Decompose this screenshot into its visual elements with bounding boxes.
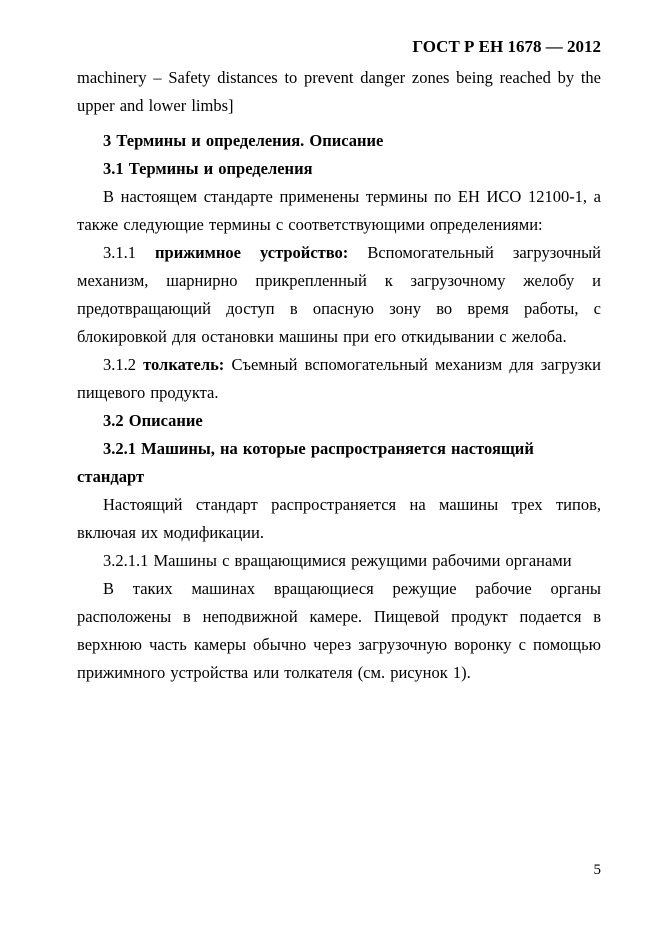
paragraph-term-3-1-2 (77, 351, 601, 407)
text-run: В настоящем стандарте применены термины по ЕН ИСО 12100-1, а также следующие термины с соответствующими определениями: (77, 187, 601, 234)
text-run: 3.2.1.1 Машины с вращающимися режущими рабочими органами (103, 551, 572, 570)
text-run: 3.2.1 Машины, на которые распространяется настоящий стандарт (77, 439, 534, 486)
text-run: Настоящий стандарт распространяется на машины трех типов, включая их модификации. (77, 495, 601, 542)
text-run: Вспомогательный загрузочный механизм, шарнирно прикрепленный к загрузочному желобу и предотвращающий доступ в опасную зону во время работы, с блокировкой для остановки машины при его откидывании с желоба. (77, 243, 601, 346)
text-run: 3.1.1 (103, 243, 156, 262)
paragraph-term-3-1-1 (77, 239, 601, 351)
heading-section-3-2-1 (77, 435, 601, 491)
text-run: 3.1 Термины и определения (103, 159, 313, 178)
paragraph-english-continuation (77, 64, 601, 120)
paragraph-subsection-3-2-1-1 (77, 547, 601, 575)
paragraph-standard-scope (77, 491, 601, 547)
text-run: толкатель: (143, 355, 225, 374)
paragraph-terms-intro (77, 183, 601, 239)
page-number: 5 (593, 862, 601, 878)
document-body (77, 64, 601, 687)
heading-section-3 (77, 127, 601, 155)
text-run: 3 Термины и определения. Описание (103, 131, 384, 150)
text-run: 3.2 Описание (103, 411, 203, 430)
text-run: В таких машинах вращающиеся режущие рабочие органы расположены в неподвижной камере. Пищевой продукт подается в верхнюю часть камеры обычно через загрузочную воронку с помощью прижимного устройства или толкателя (см. рисунок 1). (77, 579, 601, 682)
document-number: ГОСТ Р ЕН 1678 — 2012 (412, 37, 601, 56)
paragraph-rotating-tools-description (77, 575, 601, 687)
heading-section-3-1 (77, 155, 601, 183)
text-run: 3.1.2 (103, 355, 144, 374)
heading-section-3-2 (77, 407, 601, 435)
page-header (77, 36, 601, 58)
page-footer (77, 860, 601, 880)
text-run: Съемный вспомогательный механизм для загрузки пищевого продукта. (77, 355, 601, 402)
text-run: machinery – Safety distances to prevent danger zones being reached by the upper and lower limbs] (77, 68, 601, 115)
text-run: прижимное устройство: (155, 243, 349, 262)
